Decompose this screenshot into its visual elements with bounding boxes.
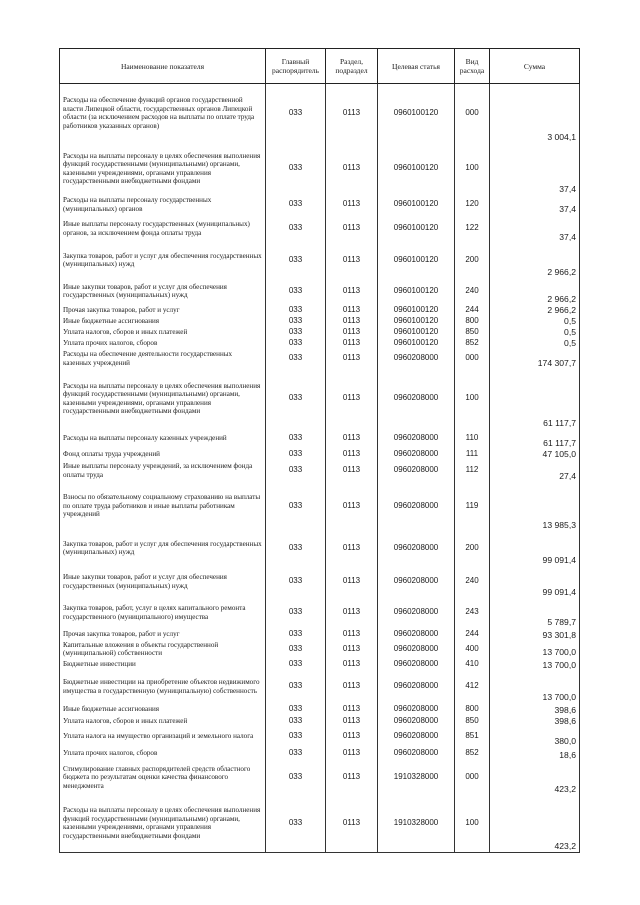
table-row	[60, 369, 580, 429]
row-section: 0113	[326, 566, 378, 598]
row-target-article: 0960100120	[378, 327, 455, 338]
row-sum: 18,6	[490, 747, 580, 761]
row-expense-type: 120	[455, 195, 490, 215]
row-sum: 37,4	[490, 143, 580, 195]
row-target-article: 0960100120	[378, 278, 455, 305]
row-expense-type: 244	[455, 305, 490, 316]
row-sum: 13 700,0	[490, 658, 580, 671]
row-chief-manager: 033	[266, 429, 326, 449]
row-section: 0113	[326, 460, 378, 482]
row-name: Расходы на обеспечение деятельности государственных казенных учреждений	[60, 349, 266, 369]
row-section: 0113	[326, 316, 378, 327]
table-row	[60, 531, 580, 566]
row-expense-type: 111	[455, 449, 490, 460]
row-section: 0113	[326, 628, 378, 641]
table-row	[60, 566, 580, 598]
row-name: Уплата налогов, сборов и иных платежей	[60, 716, 266, 727]
row-expense-type: 119	[455, 482, 490, 531]
row-chief-manager: 033	[266, 727, 326, 747]
row-section: 0113	[326, 671, 378, 703]
row-chief-manager: 033	[266, 628, 326, 641]
row-sum: 47 105,0	[490, 449, 580, 460]
table-row	[60, 449, 580, 460]
row-chief-manager: 033	[266, 641, 326, 658]
row-section: 0113	[326, 747, 378, 761]
row-expense-type: 000	[455, 761, 490, 795]
row-expense-type: 200	[455, 243, 490, 278]
budget-table	[59, 48, 580, 853]
row-target-article: 0960208000	[378, 671, 455, 703]
row-target-article: 0960208000	[378, 429, 455, 449]
table-row	[60, 641, 580, 658]
row-sum: 13 985,3	[490, 482, 580, 531]
row-chief-manager: 033	[266, 278, 326, 305]
row-sum: 380,0	[490, 727, 580, 747]
row-expense-type: 100	[455, 369, 490, 429]
row-name: Фонд оплаты труда учреждений	[60, 449, 266, 460]
row-target-article: 0960208000	[378, 460, 455, 482]
table-header-row	[60, 49, 580, 84]
row-target-article: 0960208000	[378, 641, 455, 658]
row-sum: 2 966,2	[490, 243, 580, 278]
row-name: Расходы на обеспечение функций органов государственной власти Липецкой области, государственных органов Липецкой области (за исключением расходов на выплаты по оплате труда работников указанных органов)	[60, 84, 266, 143]
row-target-article: 1910328000	[378, 761, 455, 795]
row-chief-manager: 033	[266, 598, 326, 628]
row-section: 0113	[326, 215, 378, 243]
row-target-article: 0960208000	[378, 747, 455, 761]
row-section: 0113	[326, 278, 378, 305]
row-target-article: 0960208000	[378, 369, 455, 429]
row-chief-manager: 033	[266, 795, 326, 853]
row-expense-type: 244	[455, 628, 490, 641]
row-chief-manager: 033	[266, 658, 326, 671]
row-name: Закупка товаров, работ, услуг в целях капитального ремонта государственного (муниципального) имущества	[60, 598, 266, 628]
row-expense-type: 243	[455, 598, 490, 628]
row-chief-manager: 033	[266, 566, 326, 598]
row-name: Иные бюджетные ассигнования	[60, 316, 266, 327]
table-row	[60, 727, 580, 747]
table-row	[60, 316, 580, 327]
row-section: 0113	[326, 243, 378, 278]
header-expense-type: Вид расхода	[455, 49, 490, 84]
row-name: Уплата прочих налогов, сборов	[60, 747, 266, 761]
row-target-article: 0960100120	[378, 243, 455, 278]
row-target-article: 0960208000	[378, 703, 455, 716]
row-expense-type: 852	[455, 338, 490, 349]
table-row	[60, 747, 580, 761]
row-chief-manager: 033	[266, 316, 326, 327]
row-chief-manager: 033	[266, 369, 326, 429]
row-section: 0113	[326, 716, 378, 727]
budget-document-page	[59, 48, 579, 853]
row-name: Иные закупки товаров, работ и услуг для обеспечения государственных (муниципальных) нужд	[60, 278, 266, 305]
row-target-article: 0960208000	[378, 531, 455, 566]
row-expense-type: 851	[455, 727, 490, 747]
row-chief-manager: 033	[266, 305, 326, 316]
table-row	[60, 327, 580, 338]
row-chief-manager: 033	[266, 449, 326, 460]
row-target-article: 0960100120	[378, 305, 455, 316]
row-expense-type: 850	[455, 716, 490, 727]
row-expense-type: 122	[455, 215, 490, 243]
row-target-article: 0960100120	[378, 316, 455, 327]
row-name: Уплата налогов, сборов и иных платежей	[60, 327, 266, 338]
row-expense-type: 800	[455, 316, 490, 327]
table-body	[60, 84, 580, 853]
row-section: 0113	[326, 84, 378, 143]
row-chief-manager: 033	[266, 482, 326, 531]
row-section: 0113	[326, 531, 378, 566]
row-sum: 174 307,7	[490, 349, 580, 369]
row-chief-manager: 033	[266, 243, 326, 278]
row-expense-type: 000	[455, 349, 490, 369]
row-target-article: 0960100120	[378, 195, 455, 215]
row-sum: 2 966,2	[490, 305, 580, 316]
row-section: 0113	[326, 658, 378, 671]
row-section: 0113	[326, 369, 378, 429]
row-target-article: 0960208000	[378, 628, 455, 641]
row-chief-manager: 033	[266, 671, 326, 703]
row-section: 0113	[326, 195, 378, 215]
row-sum: 37,4	[490, 195, 580, 215]
row-section: 0113	[326, 641, 378, 658]
row-sum: 61 117,7	[490, 429, 580, 449]
table-row	[60, 215, 580, 243]
row-section: 0113	[326, 338, 378, 349]
row-sum: 5 789,7	[490, 598, 580, 628]
row-chief-manager: 033	[266, 195, 326, 215]
row-sum: 423,2	[490, 761, 580, 795]
row-name: Иные закупки товаров, работ и услуг для обеспечения государственных (муниципальных) нужд	[60, 566, 266, 598]
row-expense-type: 110	[455, 429, 490, 449]
row-expense-type: 000	[455, 84, 490, 143]
row-name: Иные бюджетные ассигнования	[60, 703, 266, 716]
row-chief-manager: 033	[266, 716, 326, 727]
header-chief-manager: Главный распорядитель	[266, 49, 326, 84]
row-section: 0113	[326, 795, 378, 853]
row-chief-manager: 033	[266, 747, 326, 761]
row-chief-manager: 033	[266, 460, 326, 482]
row-chief-manager: 033	[266, 338, 326, 349]
row-sum: 99 091,4	[490, 531, 580, 566]
row-expense-type: 852	[455, 747, 490, 761]
row-chief-manager: 033	[266, 143, 326, 195]
table-row	[60, 716, 580, 727]
table-row	[60, 482, 580, 531]
row-chief-manager: 033	[266, 349, 326, 369]
table-row	[60, 598, 580, 628]
table-row	[60, 628, 580, 641]
row-target-article: 0960100120	[378, 143, 455, 195]
row-name: Расходы на выплаты персоналу в целях обеспечения выполнения функций государственными (муниципальными) органами, казенными учреждениями, органами управления государственными внебюджетными фондами	[60, 369, 266, 429]
row-name: Расходы на выплаты персоналу казенных учреждений	[60, 429, 266, 449]
row-section: 0113	[326, 449, 378, 460]
row-expense-type: 112	[455, 460, 490, 482]
row-target-article: 0960208000	[378, 566, 455, 598]
row-target-article: 0960208000	[378, 482, 455, 531]
header-target-article: Целевая статья	[378, 49, 455, 84]
row-sum: 3 004,1	[490, 84, 580, 143]
row-chief-manager: 033	[266, 761, 326, 795]
row-target-article: 0960208000	[378, 598, 455, 628]
row-name: Расходы на выплаты персоналу в целях обеспечения выполнения функций государственными (муниципальными) органами, казенными учреждениями, органами управления государственными внебюджетными фондами	[60, 143, 266, 195]
row-name: Стимулирование главных распорядителей средств областного бюджета по результатам оценки качества финансового менеджмента	[60, 761, 266, 795]
row-chief-manager: 033	[266, 215, 326, 243]
table-row	[60, 305, 580, 316]
row-expense-type: 800	[455, 703, 490, 716]
table-row	[60, 795, 580, 853]
row-name: Уплата налога на имущество организаций и земельного налога	[60, 727, 266, 747]
row-target-article: 0960100120	[378, 215, 455, 243]
row-sum: 27,4	[490, 460, 580, 482]
row-sum: 423,2	[490, 795, 580, 853]
table-row	[60, 761, 580, 795]
row-sum: 93 301,8	[490, 628, 580, 641]
row-sum: 398,6	[490, 703, 580, 716]
row-sum: 37,4	[490, 215, 580, 243]
row-expense-type: 400	[455, 641, 490, 658]
row-section: 0113	[326, 429, 378, 449]
row-expense-type: 240	[455, 566, 490, 598]
row-name: Иные выплаты персоналу учреждений, за исключением фонда оплаты труда	[60, 460, 266, 482]
row-expense-type: 100	[455, 143, 490, 195]
row-section: 0113	[326, 703, 378, 716]
row-sum: 0,5	[490, 316, 580, 327]
row-name: Расходы на выплаты персоналу государственных (муниципальных) органов	[60, 195, 266, 215]
table-row	[60, 671, 580, 703]
row-expense-type: 100	[455, 795, 490, 853]
row-section: 0113	[326, 327, 378, 338]
row-name: Взносы по обязательному социальному страхованию на выплаты по оплате труда работников и иные выплаты работникам учреждений	[60, 482, 266, 531]
row-name: Бюджетные инвестиции на приобретение объектов недвижимого имущества в государственную (муниципальную) собственность	[60, 671, 266, 703]
row-target-article: 0960100120	[378, 84, 455, 143]
row-chief-manager: 033	[266, 703, 326, 716]
row-expense-type: 410	[455, 658, 490, 671]
row-sum: 61 117,7	[490, 369, 580, 429]
table-row	[60, 349, 580, 369]
table-row	[60, 338, 580, 349]
row-chief-manager: 033	[266, 84, 326, 143]
row-section: 0113	[326, 727, 378, 747]
row-target-article: 0960208000	[378, 716, 455, 727]
row-chief-manager: 033	[266, 327, 326, 338]
row-name: Прочая закупка товаров, работ и услуг	[60, 305, 266, 316]
row-name: Расходы на выплаты персоналу в целях обеспечения выполнения функций государственными (муниципальными) органами, казенными учреждениями, органами управления государственными внебюджетными фондами	[60, 795, 266, 853]
row-target-article: 0960208000	[378, 449, 455, 460]
row-section: 0113	[326, 349, 378, 369]
header-sum: Сумма	[490, 49, 580, 84]
row-name: Уплата прочих налогов, сборов	[60, 338, 266, 349]
row-sum: 0,5	[490, 327, 580, 338]
row-section: 0113	[326, 143, 378, 195]
row-name: Бюджетные инвестиции	[60, 658, 266, 671]
table-row	[60, 703, 580, 716]
table-row	[60, 195, 580, 215]
table-row	[60, 429, 580, 449]
row-sum: 2 966,2	[490, 278, 580, 305]
row-sum: 0,5	[490, 338, 580, 349]
row-expense-type: 200	[455, 531, 490, 566]
table-row	[60, 278, 580, 305]
row-target-article: 0960100120	[378, 338, 455, 349]
row-target-article: 1910328000	[378, 795, 455, 853]
row-expense-type: 850	[455, 327, 490, 338]
row-sum: 13 700,0	[490, 641, 580, 658]
table-row	[60, 460, 580, 482]
row-target-article: 0960208000	[378, 349, 455, 369]
row-name: Закупка товаров, работ и услуг для обеспечения государственных (муниципальных) нужд	[60, 243, 266, 278]
row-section: 0113	[326, 482, 378, 531]
row-section: 0113	[326, 598, 378, 628]
row-sum: 13 700,0	[490, 671, 580, 703]
row-target-article: 0960208000	[378, 658, 455, 671]
row-expense-type: 240	[455, 278, 490, 305]
row-sum: 99 091,4	[490, 566, 580, 598]
row-name: Иные выплаты персоналу государственных (муниципальных) органов, за исключением фонда оплаты труда	[60, 215, 266, 243]
header-section: Раздел, подраздел	[326, 49, 378, 84]
row-target-article: 0960208000	[378, 727, 455, 747]
row-sum: 398,6	[490, 716, 580, 727]
row-name: Прочая закупка товаров, работ и услуг	[60, 628, 266, 641]
row-section: 0113	[326, 305, 378, 316]
table-row	[60, 658, 580, 671]
table-row	[60, 143, 580, 195]
table-row	[60, 243, 580, 278]
table-row	[60, 84, 580, 143]
header-name: Наименование показателя	[60, 49, 266, 84]
row-section: 0113	[326, 761, 378, 795]
row-name: Капитальные вложения в объекты государственной (муниципальной) собственности	[60, 641, 266, 658]
row-expense-type: 412	[455, 671, 490, 703]
row-name: Закупка товаров, работ и услуг для обеспечения государственных (муниципальных) нужд	[60, 531, 266, 566]
row-chief-manager: 033	[266, 531, 326, 566]
